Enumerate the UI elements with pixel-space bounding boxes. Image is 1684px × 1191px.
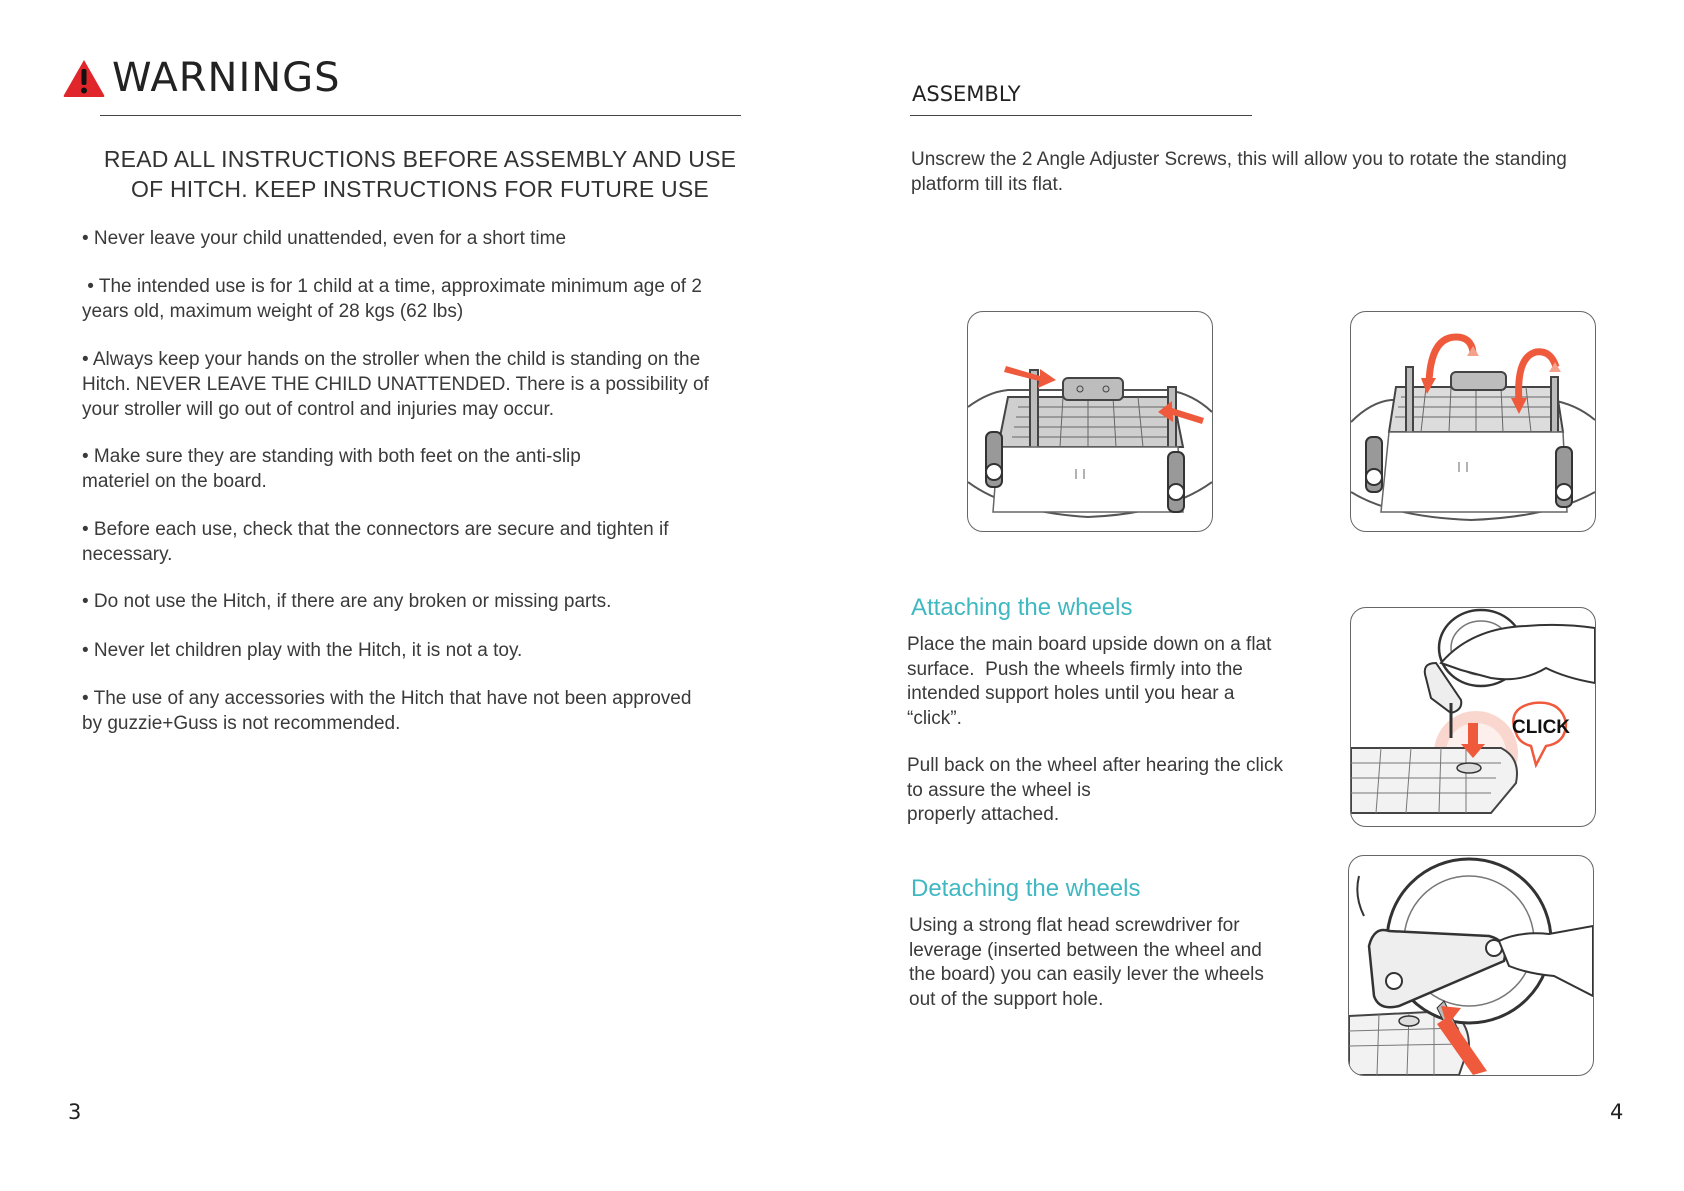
attaching-line: properly attached. bbox=[907, 804, 1060, 825]
warning-line: • Do not use the Hitch, if there are any broken or missing parts. bbox=[82, 591, 612, 612]
detaching-line: out of the support hole. bbox=[909, 988, 1104, 1010]
attaching-line: “click”. bbox=[907, 707, 962, 729]
warning-line: necessary. bbox=[82, 544, 173, 565]
read-all-line: OF HITCH. KEEP INSTRUCTIONS FOR FUTURE USE bbox=[131, 176, 709, 202]
attaching-para-1 bbox=[907, 633, 1337, 731]
detaching-line: the board) you can easily lever the wheels bbox=[909, 964, 1264, 985]
warning-item bbox=[82, 589, 762, 614]
warning-item bbox=[82, 347, 762, 422]
warning-line: • Before each use, check that the connectors are secure and tighten if bbox=[82, 519, 669, 540]
detaching-line: Using a strong flat head screwdriver for bbox=[909, 915, 1240, 936]
warning-line: • Always keep your hands on the stroller when the child is standing on the bbox=[82, 349, 701, 370]
warning-line: • Make sure they are standing with both feet on the anti-slip bbox=[82, 446, 581, 467]
warning-line: materiel on the board. bbox=[82, 471, 267, 492]
warning-triangle-icon bbox=[62, 58, 106, 98]
attaching-line: Pull back on the wheel after hearing the click bbox=[907, 755, 1283, 776]
warning-item bbox=[82, 686, 762, 736]
detaching-line: leverage (inserted between the wheel and bbox=[909, 939, 1262, 961]
attaching-para-2 bbox=[907, 754, 1337, 828]
attaching-line: surface. Push the wheels firmly into the bbox=[907, 658, 1243, 680]
click-label: CLICK bbox=[1511, 717, 1571, 738]
warning-item bbox=[82, 517, 762, 567]
attaching-line: to assure the wheel is bbox=[907, 779, 1091, 801]
assembly-divider bbox=[910, 115, 1252, 116]
page-number-right: 4 bbox=[1610, 1100, 1624, 1124]
warning-item bbox=[82, 638, 762, 663]
figure-unscrew-screws bbox=[967, 311, 1213, 532]
attaching-line: intended support holes until you hear a bbox=[907, 683, 1235, 704]
assembly-title: ASSEMBLY bbox=[912, 82, 1021, 106]
detaching-title: Detaching the wheels bbox=[911, 875, 1141, 902]
warning-line: Hitch. NEVER LEAVE THE CHILD UNATTENDED. There is a possibility of bbox=[82, 374, 709, 395]
assembly-intro-line: platform till its flat. bbox=[911, 174, 1064, 195]
warning-line: • The use of any accessories with the Hitch that have not been approved bbox=[82, 688, 692, 709]
figure-detach-wheel bbox=[1348, 855, 1594, 1076]
page-number-left: 3 bbox=[68, 1100, 82, 1124]
read-all-instructions bbox=[80, 144, 760, 204]
warnings-divider bbox=[100, 115, 741, 116]
read-all-line: READ ALL INSTRUCTIONS BEFORE ASSEMBLY AND USE bbox=[103, 146, 737, 172]
figure-rotate-platform bbox=[1350, 311, 1596, 532]
warning-item bbox=[82, 226, 762, 251]
warning-line: your stroller will go out of control and injuries may occur. bbox=[82, 399, 555, 420]
attaching-line: Place the main board upside down on a flat bbox=[907, 634, 1272, 655]
warning-line: • The intended use is for 1 child at a time, approximate minimum age of 2 bbox=[82, 276, 702, 297]
warnings-heading bbox=[62, 56, 341, 100]
warnings-title: WARNINGS bbox=[112, 55, 341, 101]
assembly-intro bbox=[911, 147, 1631, 197]
assembly-intro-line: Unscrew the 2 Angle Adjuster Screws, this will allow you to rotate the standing bbox=[911, 149, 1567, 170]
warning-line: by guzzie+Guss is not recommended. bbox=[82, 713, 401, 734]
detaching-para bbox=[909, 914, 1329, 1012]
warning-line: • Never leave your child unattended, even for a short time bbox=[82, 228, 567, 249]
warning-item bbox=[82, 274, 762, 324]
warning-line: years old, maximum weight of 28 kgs (62 lbs) bbox=[82, 301, 464, 322]
figure-attach-wheel bbox=[1350, 607, 1596, 827]
warning-line: • Never let children play with the Hitch, it is not a toy. bbox=[82, 640, 523, 661]
attaching-title: Attaching the wheels bbox=[911, 594, 1133, 621]
warning-item bbox=[82, 444, 762, 494]
